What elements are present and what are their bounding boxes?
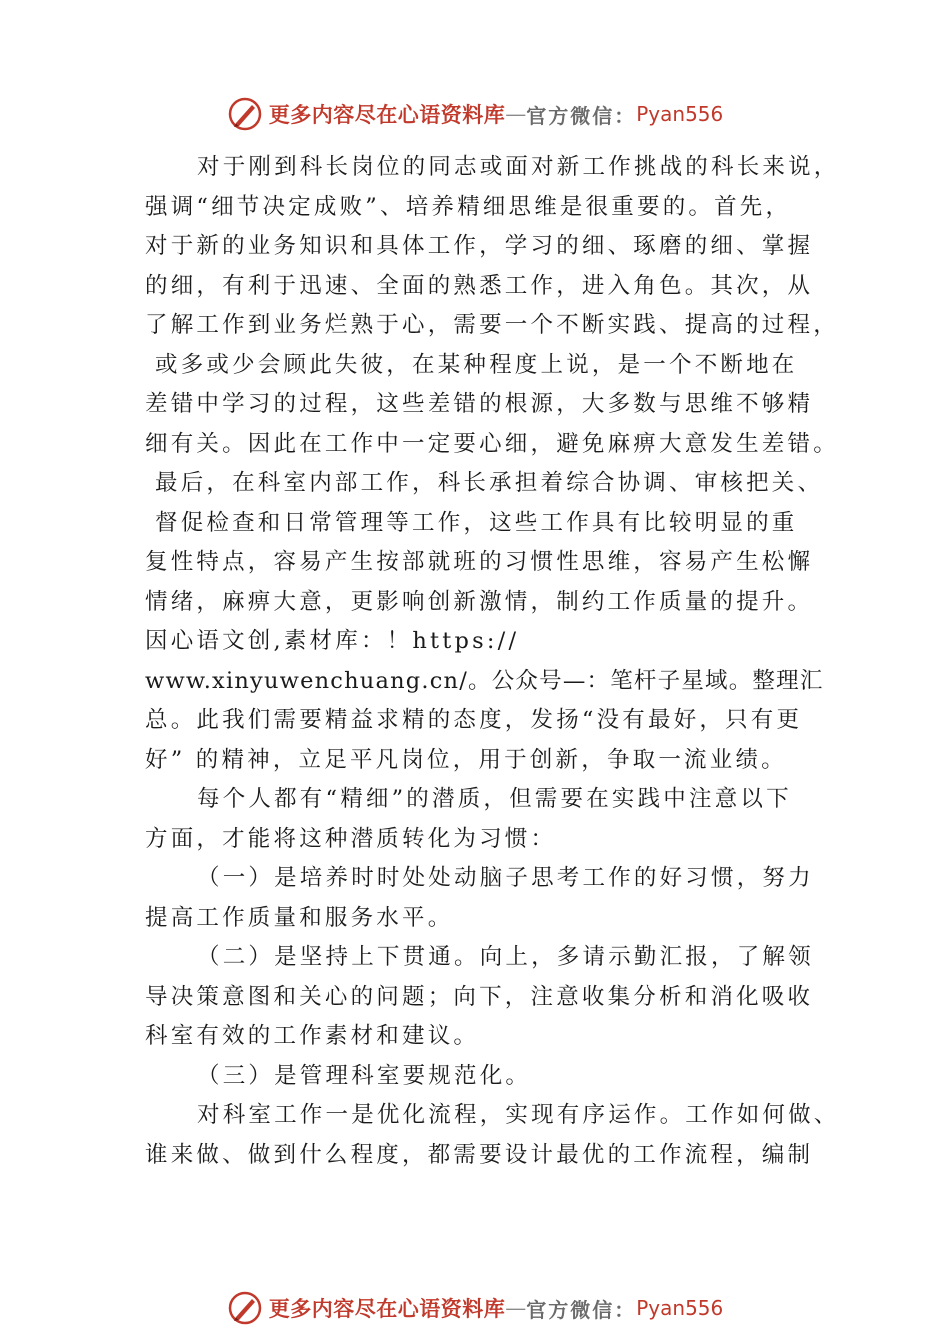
text-line: 方面，才能将这种潜质转化为习惯：	[145, 825, 557, 852]
banner-dash: —	[505, 1296, 527, 1320]
banner-wechat-label: 官方微信：	[526, 1297, 637, 1322]
text-line: 或多或少会顾此失彼，在某种程度上说，是一个不断地在	[155, 351, 798, 378]
text-line: 对于新的业务知识和具体工作，学习的细、琢磨的细、掌握	[145, 233, 814, 259]
text-line: 导决策意图和关心的问题；向下，注意收集分析和消化吸收	[145, 983, 814, 1010]
banner-brand-text: 更多内容尽在心语资料库	[268, 102, 506, 127]
text-line: 督促检查和日常管理等工作，这些工作具有比较明显的重	[155, 509, 798, 536]
text-line: www.xinyuwenchuang.cn/。公众号—：笔杆子星域。整理汇	[145, 667, 824, 694]
text-line: 最后，在科室内部工作，科长承担着综合协调、审核把关、	[155, 470, 824, 496]
text-line: 总。此我们需要精益求精的态度，发扬“没有最好，只有更	[145, 707, 803, 733]
header-watermark-banner	[0, 94, 950, 134]
pen-logo-icon	[227, 1290, 263, 1326]
text-line: 对于刚到科长岗位的同志或面对新工作挑战的科长来说，	[197, 154, 840, 180]
text-line: 差错中学习的过程，这些差错的根源，大多数与思维不够精	[145, 391, 814, 417]
banner-wechat-id: Pyan556	[636, 1296, 724, 1320]
text-line: 了解工作到业务烂熟于心，需要一个不断实践、提高的过程，	[145, 312, 839, 338]
text-line: 对科室工作一是优化流程，实现有序运作。工作如何做、	[197, 1102, 840, 1128]
text-line: 复性特点，容易产生按部就班的习惯性思维，容易产生松懈	[145, 549, 814, 575]
footer-watermark-banner	[0, 1288, 950, 1328]
text-line: 因心语文创,素材库：！https://	[145, 628, 520, 654]
text-line: 强调“细节决定成败”、培养精细思维是很重要的。首先，	[145, 193, 792, 220]
text-line: 的细，有利于迅速、全面的熟悉工作，进入角色。其次，从	[145, 272, 814, 299]
text-line: 科室有效的工作素材和建议。	[145, 1023, 480, 1049]
text-line: （三）是管理科室要规范化。	[197, 1062, 532, 1089]
text-line: 谁来做、做到什么程度，都需要设计最优的工作流程，编制	[145, 1141, 814, 1168]
text-line: 好” 的精神，立足平凡岗位，用于创新，争取一流业绩。	[145, 746, 787, 773]
pen-logo-icon	[227, 96, 263, 132]
text-line: （二）是坚持上下贯通。向上，多请示勤汇报，了解领	[197, 944, 814, 970]
banner-brand-text: 更多内容尽在心语资料库	[268, 1296, 506, 1321]
text-line: （一）是培养时时处处动脑子思考工作的好习惯，努力	[197, 865, 814, 891]
banner-dash: —	[505, 102, 527, 126]
document-body	[145, 148, 840, 1175]
banner-wechat-label: 官方微信：	[526, 103, 637, 128]
text-line: 细有关。因此在工作中一定要心细，避免麻痹大意发生差错。	[145, 430, 839, 457]
text-line: 情绪，麻痹大意，更影响创新激情，制约工作质量的提升。	[145, 588, 814, 615]
text-line: 每个人都有“精细”的潜质，但需要在实践中注意以下	[197, 786, 792, 812]
text-line: 提高工作质量和服务水平。	[145, 904, 454, 931]
banner-wechat-id: Pyan556	[636, 102, 724, 126]
